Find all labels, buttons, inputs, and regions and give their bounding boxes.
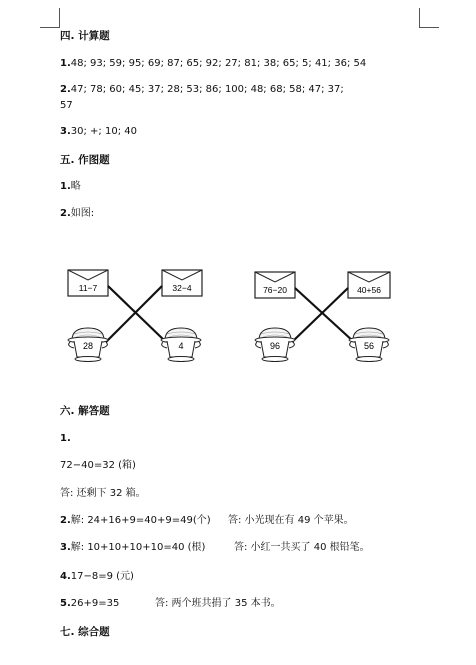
q6-5-number: 5. [60, 598, 71, 609]
q4-2-line1: 47; 78; 60; 45; 37; 28; 53; 86; 100; 48; 68; 58; 47; 37; [70, 84, 344, 95]
q6-1-line1: 72−40=32 (箱) [60, 460, 136, 471]
right-envelope-b-label: 40+56 [357, 285, 381, 295]
q6-5-calc: 26+9=35 [70, 598, 120, 609]
q5-2 [60, 208, 94, 220]
q6-2 [60, 515, 211, 527]
section-4-heading: 四. 计算题 [60, 30, 110, 42]
q6-3-number: 3. [60, 542, 71, 553]
q6-2-answer: 答: 小光现在有 49 个苹果。 [228, 515, 354, 526]
left-match-line-1 [108, 286, 166, 342]
q6-3 [60, 542, 205, 554]
crop-mark-left-vertical [59, 8, 60, 28]
right-match-line-2 [292, 288, 348, 342]
q6-5 [60, 598, 119, 610]
left-bowl-b-label: 4 [178, 341, 184, 351]
q4-1 [60, 58, 366, 70]
q4-2-number: 2. [60, 84, 71, 95]
q6-2-calc: 解: 24+16+9=40+9=49(个) [70, 515, 211, 526]
section-5-heading: 五. 作图题 [60, 154, 110, 166]
right-envelope-a-label: 76−20 [263, 285, 287, 295]
right-bowl-b [349, 328, 389, 362]
q4-2 [60, 84, 344, 96]
matching-figure [0, 258, 476, 378]
left-bowl-a-label: 28 [82, 341, 94, 351]
q4-3-text: 30; +; 10; 40 [70, 126, 137, 137]
q5-1-number: 1. [60, 181, 71, 192]
q5-2-text: 如图: [70, 208, 95, 219]
right-envelope-b [348, 272, 390, 298]
left-envelope-a-label: 11−7 [78, 283, 98, 293]
q6-3-calc: 解: 10+10+10+10=40 (根) [70, 542, 206, 553]
q4-3-number: 3. [60, 126, 71, 137]
left-bowl-a [68, 328, 108, 362]
left-envelope-a [68, 270, 108, 296]
right-bowl-b-label: 56 [363, 341, 375, 351]
q6-2-number: 2. [60, 515, 71, 526]
q4-1-text: 48; 93; 59; 95; 69; 87; 65; 92; 27; 81; 38; 65; 5; 41; 36; 54 [70, 58, 367, 69]
q4-1-number: 1. [60, 58, 71, 69]
q5-1-text: 略 [70, 181, 81, 192]
crop-mark-right-horizontal [419, 27, 439, 28]
right-bowl-a-label: 96 [269, 341, 281, 351]
left-envelope-b [162, 270, 202, 296]
left-bowl-b [161, 328, 201, 362]
q6-1-line2: 答: 还剩下 32 箱。 [60, 488, 146, 499]
q5-1 [60, 181, 81, 193]
crop-mark-right-vertical [419, 8, 420, 28]
q6-1-number: 1. [60, 433, 71, 444]
section-7-heading: 七. 综合题 [60, 626, 110, 638]
q6-3-answer: 答: 小红一共买了 40 根铅笔。 [234, 542, 370, 553]
q6-4-text: 17−8=9 (元) [70, 571, 134, 582]
q6-5-answer: 答: 两个班共捐了 35 本书。 [155, 598, 281, 609]
q4-3 [60, 126, 137, 138]
right-bowl-a [255, 328, 295, 362]
right-match-line-1 [295, 288, 354, 342]
q5-2-number: 2. [60, 208, 71, 219]
section-6-heading: 六. 解答题 [60, 405, 110, 417]
right-envelope-a [255, 272, 295, 298]
left-envelope-b-label: 32−4 [172, 283, 192, 293]
crop-mark-left-horizontal [40, 27, 60, 28]
left-match-line-2 [106, 286, 162, 342]
q6-4-number: 4. [60, 571, 71, 582]
q6-4 [60, 571, 134, 583]
q4-2-line2: 57 [60, 100, 73, 111]
